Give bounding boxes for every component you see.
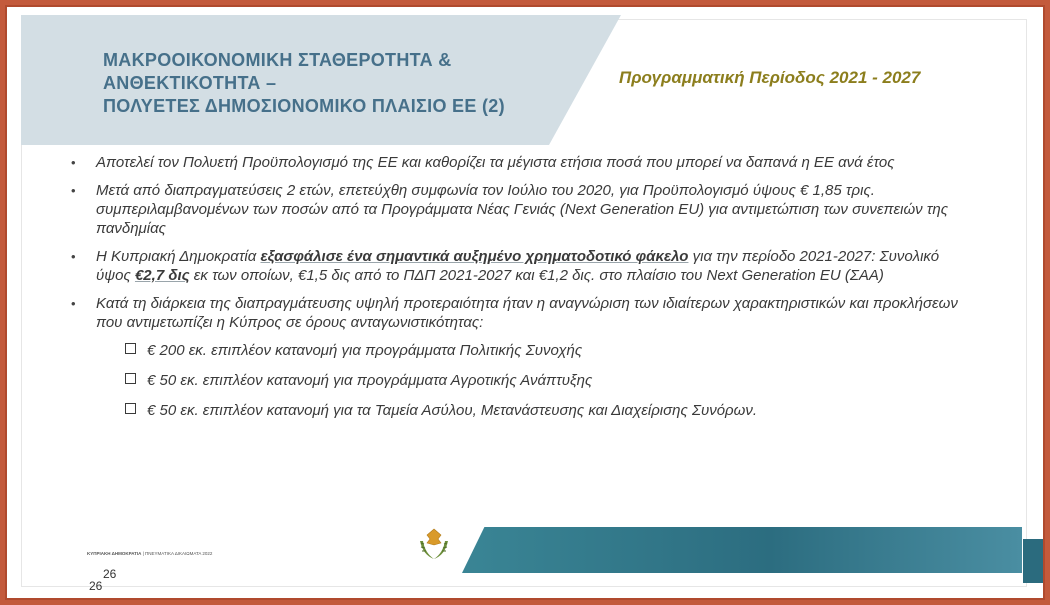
- sub-item-text: € 50 εκ. επιπλέον κατανομή για τα Ταμεία Ασύλου, Μετανάστευσης και Διαχείρισης Συνόρων.: [147, 402, 757, 419]
- bullet-text: Μετά από διαπραγματεύσεις 2 ετών, επετεύχθη συμφωνία τον Ιούλιο του 2020, για Προϋπολογισμό ύψους € 1,85 τρις. συμπεριλαμβανομένων των ποσών από τα Προγράμματα Νέας Γενιάς (Next Generation EU) για αντιμετώπιση των συνεπειών της πανδημίας: [96, 182, 949, 237]
- bullet-item: [69, 153, 959, 172]
- sub-item: [69, 371, 959, 390]
- page-number: 26: [103, 567, 117, 581]
- checkbox-icon: [125, 343, 136, 354]
- bullet-text: Αποτελεί τον Πολυετή Προϋπολογισμό της ΕΕ και καθορίζει τα μέγιστα ετήσια ποσά που μπορεί να δαπανά η ΕΕ ανά έτος: [96, 154, 895, 171]
- sub-item-text: € 50 εκ. επιπλέον κατανομή για προγράμματα Αγροτικής Ανάπτυξης: [147, 372, 593, 389]
- footer-org-sub: | ΠΝΕΥΜΑΤΙΚΑ ΔΙΚΑΙΩΜΑΤΑ 2022: [141, 551, 213, 556]
- highlight-amount: €2,7 δις: [134, 267, 190, 284]
- bullet-text-part: εκ των οποίων, €1,5 δις από το ΠΔΠ 2021-2027 και €1,2 δις. στο πλαίσιο του Next Generation EU (ΣΑΑ): [189, 267, 884, 284]
- bullet-text-part: για την περίοδο 2021-2027: Συνολικό ύψος: [96, 248, 940, 284]
- bullet-item: [69, 294, 959, 332]
- footer-band: [462, 527, 1022, 573]
- sub-item-text: € 200 εκ. επιπλέον κατανομή για προγράμματα Πολιτικής Συνοχής: [147, 342, 583, 359]
- bullet-icon: •: [71, 296, 76, 311]
- footer-org: [87, 551, 212, 556]
- page-number: 26: [89, 579, 103, 593]
- bullet-item: [69, 247, 959, 285]
- checkbox-icon: [125, 373, 136, 384]
- coat-of-arms-icon: [411, 521, 457, 567]
- programming-period: Προγραμματική Περίοδος 2021 - 2027: [619, 68, 921, 87]
- footer-org-name: ΚΥΠΡΙΑΚΗ ΔΗΜΟΚΡΑΤΙΑ: [87, 551, 142, 556]
- sub-item: [69, 341, 959, 360]
- bullet-icon: •: [71, 155, 76, 170]
- title-line: ΠΟΛΥΕΤΕΣ ΔΗΜΟΣΙΟΝΟΜΙΚΟ ΠΛΑΙΣΙΟ ΕΕ (2): [103, 96, 505, 116]
- checkbox-icon: [125, 403, 136, 414]
- bullet-icon: •: [71, 249, 76, 264]
- sub-item: [69, 401, 959, 420]
- footer-accent: [1023, 539, 1045, 583]
- bullet-text-part: Η Κυπριακή Δημοκρατία: [96, 248, 261, 265]
- bullet-icon: •: [71, 183, 76, 198]
- bullet-list: [69, 153, 959, 431]
- bullet-item: [69, 181, 959, 238]
- title-line: ΑΝΘΕΚΤΙΚΟΤΗΤΑ –: [103, 73, 277, 93]
- bullet-text: Κατά τη διάρκεια της διαπραγμάτευσης υψηλή προτεραιότητα ήταν η αναγνώριση των ιδιαίτερων χαρακτηριστικών και προκλήσεων που αντιμετωπίζει η Κύπρος σε όρους ανταγωνιστικότητας:: [96, 295, 958, 331]
- title-line: ΜΑΚΡΟΟΙΚΟΝΟΜΙΚΗ ΣΤΑΘΕΡΟΤΗΤΑ &: [103, 50, 452, 70]
- slide-title: [103, 49, 573, 118]
- slide: [5, 5, 1045, 600]
- highlight-text: εξασφάλισε ένα σημαντικά αυξημένο χρηματοδοτικό φάκελο: [260, 248, 689, 265]
